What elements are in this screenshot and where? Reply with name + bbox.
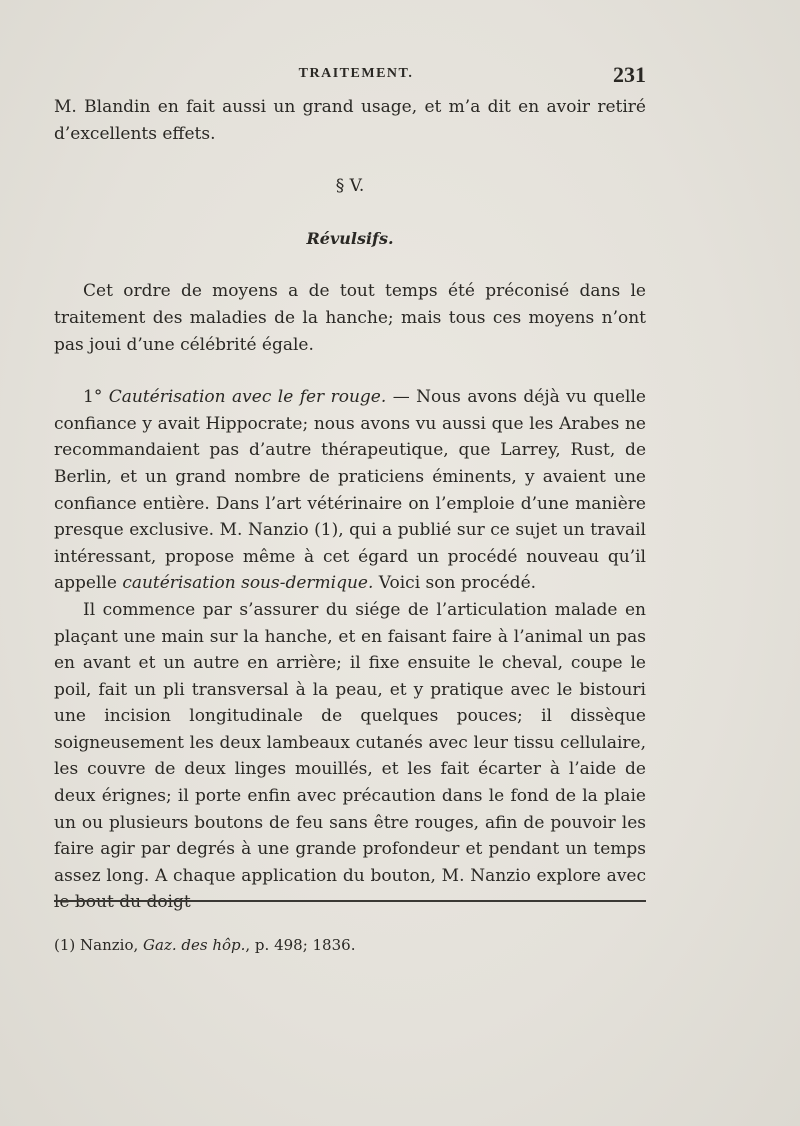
paragraph-cauterisation [54,384,646,597]
running-head-title: TRAITEMENT. [298,66,414,81]
paragraph-blandin: M. Blandin en fait aussi un grand usage, et m’a dit en avoir retiré d’excellents effets. [54,97,646,144]
footnote-rule [54,900,646,902]
section-number: § V. [335,176,365,197]
body-text [54,94,646,916]
paragraph-procedure: Il commence par s’assurer du siége de l’articulation malade en plaçant une main sur la hanche, et en faisant faire à l’animal un pas en avant et un autre en arrière; il fixe ensuite le cheval, coupe le poil, fait un pli transversal à la peau, et y pratique avec le bistouri une incision longitudinale de quelques pouces; il dissèque soigneusement les deux lambeaux cutanés avec leur tissu cellulaire, les couvre de deux linges mouillés, et les fait écarter à l’aide de deux érignes; il porte enfin avec précaution dans le fond de la plaie un ou plusieurs boutons de feu sans être rouges, afin de pouvoir les faire agir par degrés à une grande profondeur et pendant un temps assez long. A chaque application du bouton, M. Nanzio explore avec le bout du doigt [54,599,646,913]
section-title: Révulsifs. [306,228,394,248]
paragraph-revulsifs-intro: Cet ordre de moyens a de tout temps été préconisé dans le traitement des maladies de la hanche; mais tous ces moyens n’ont pas joui d’une célébrité égale. [54,281,646,355]
running-head [66,62,646,86]
footnote-marker: (1) [54,936,81,954]
footnote-author: Nanzio, [80,936,144,954]
footnote-reference: , p. 498; 1836. [245,936,356,954]
subheading-cauterisation: Cautérisation avec le fer rouge. [108,387,387,408]
list-number: 1° [83,387,109,408]
page-number: 231 [613,62,646,87]
paragraph-cauterisation-text-a: — Nous avons déjà vu quelle confiance y avait Hippocrate; nous avons vu aussi que les Arabes ne recommandaient pas d’autre thérapeutique, que Larrey, Rust, de Berlin, et un grand nombre de praticiens éminents, y avaient une confiance entière. Dans l’art vétérinaire on l’emploie d’une manière presque exclusive. M. Nanzio (1), qui a publié sur ce sujet un travail intéressant, propose même à cet égard un procédé nouveau qu’il appelle [54,387,646,594]
footnote-journal: Gaz. des hôp. [143,936,246,954]
term-cauterisation-sous-dermique: cautérisation sous-dermique. [122,573,374,594]
paragraph-cauterisation-text-b: Voici son procédé. [373,573,537,594]
footnote [54,936,646,954]
